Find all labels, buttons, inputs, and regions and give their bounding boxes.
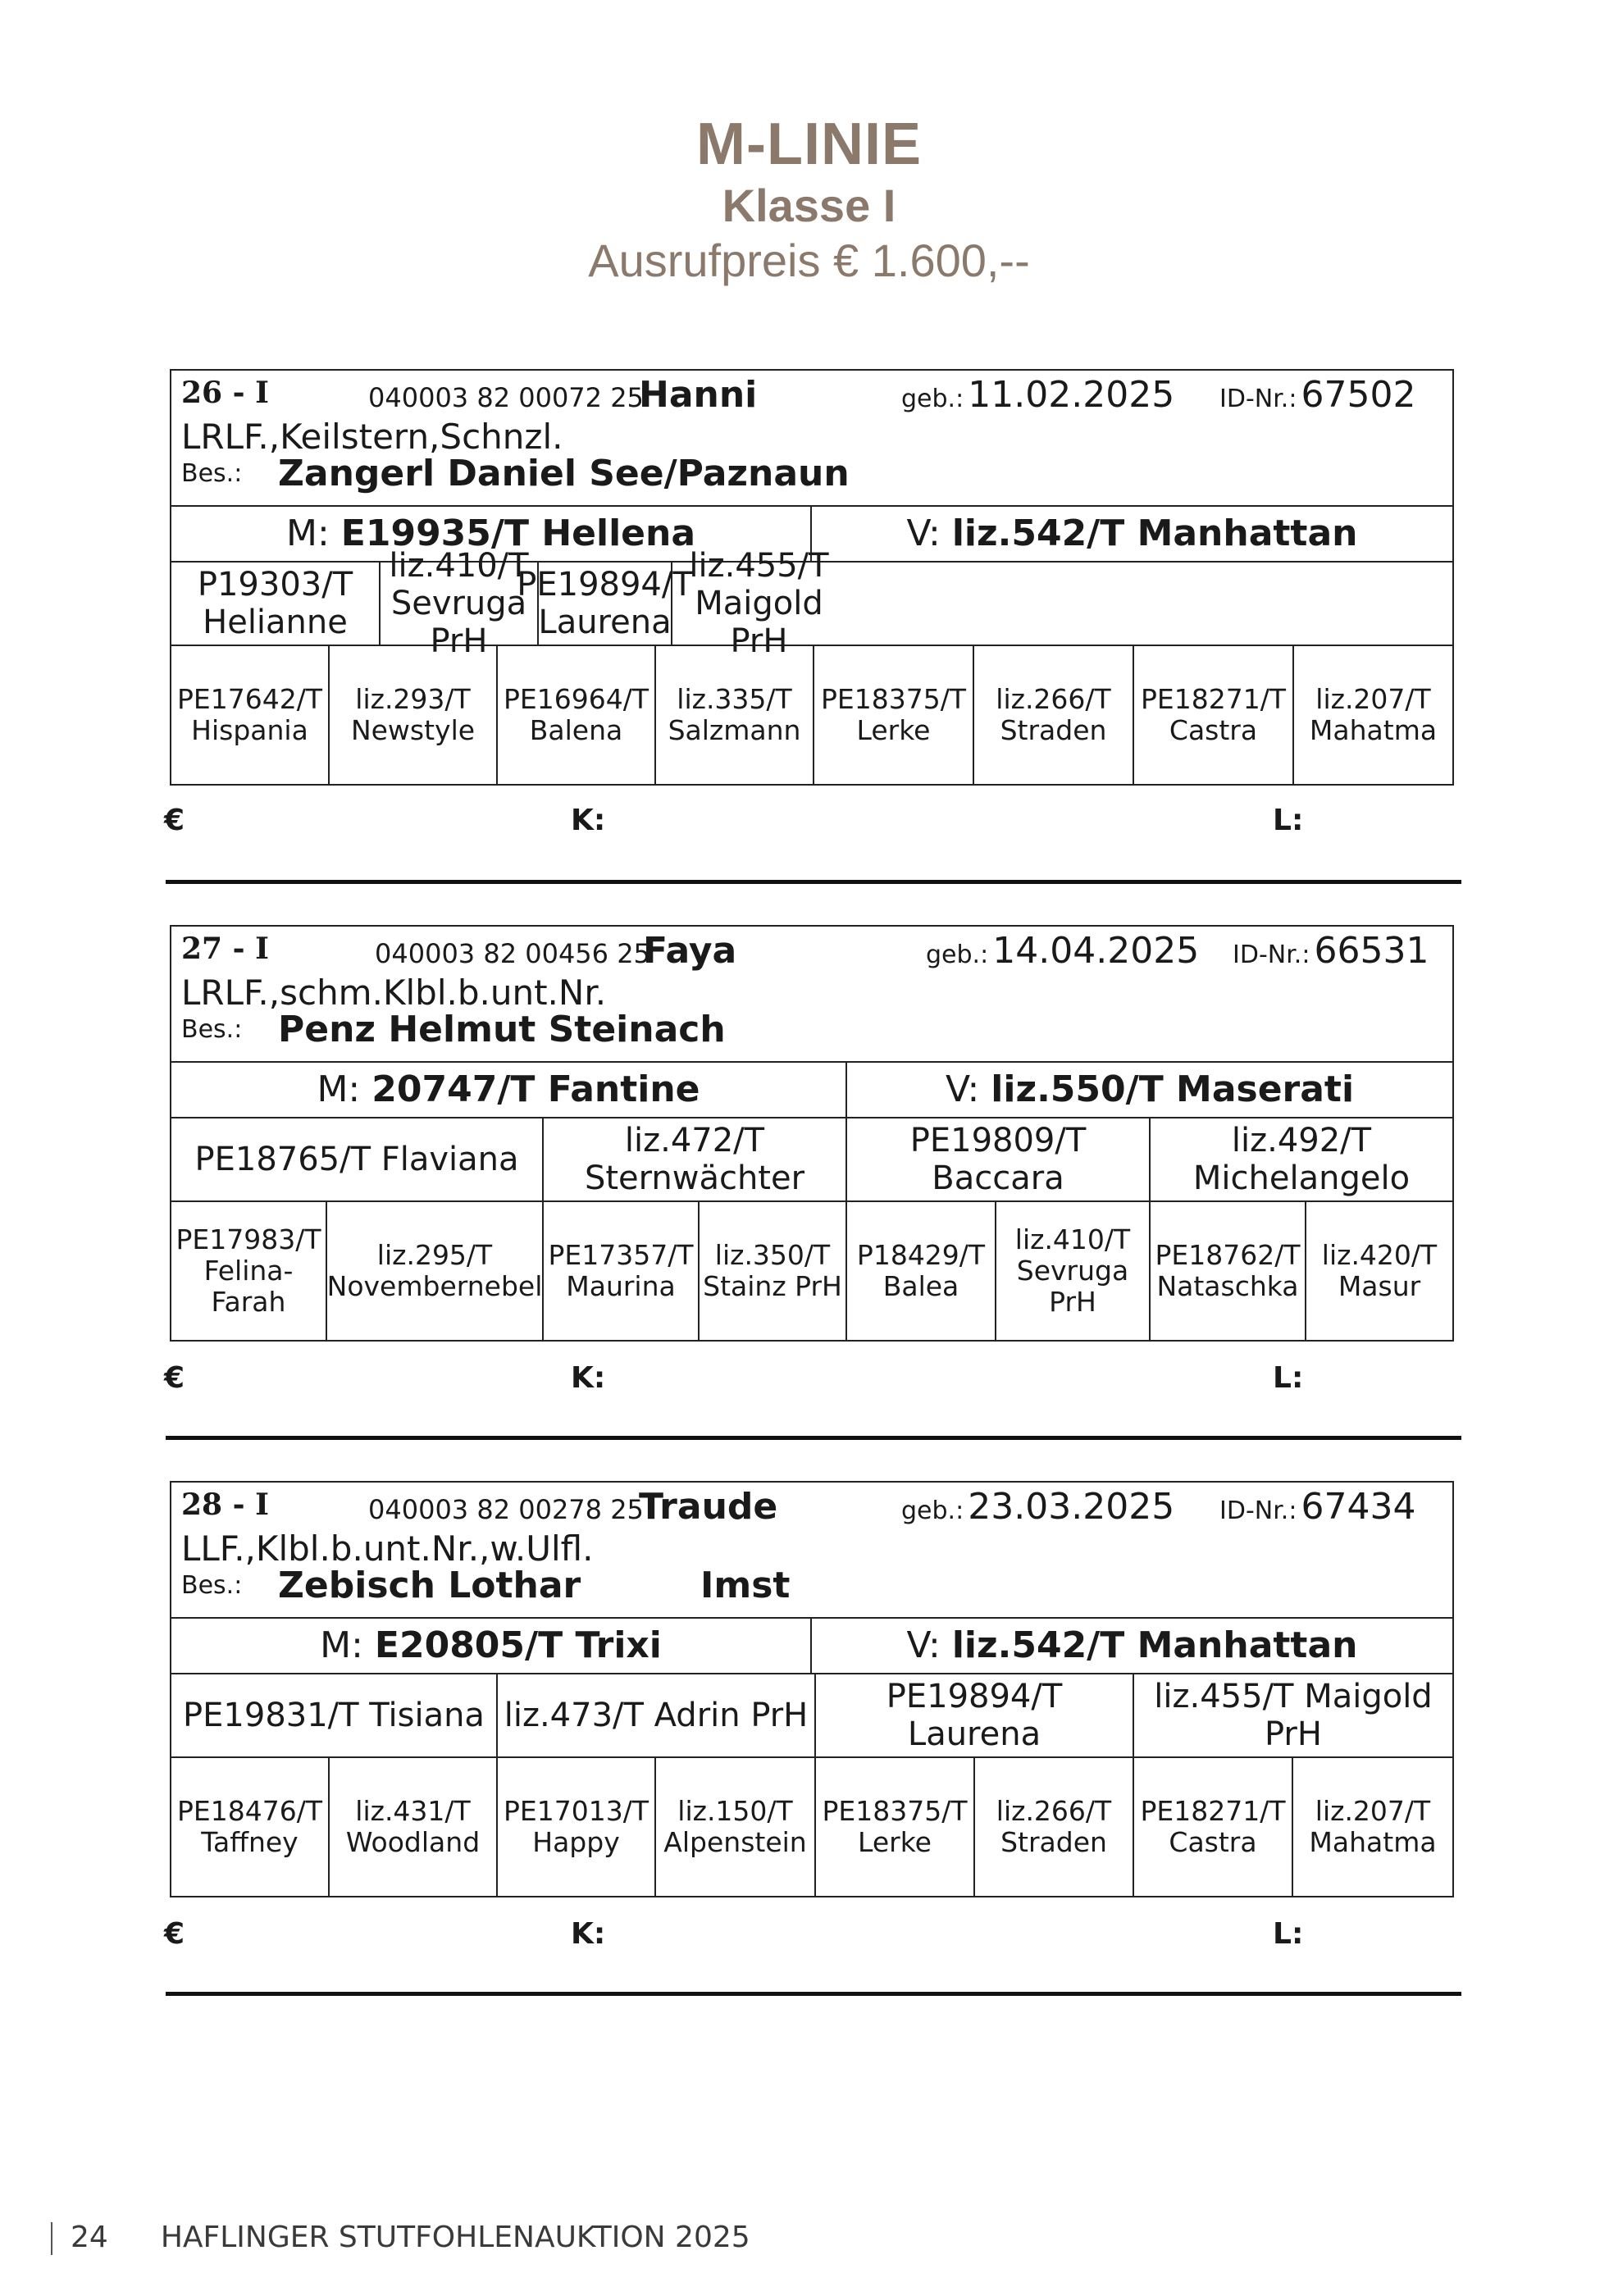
buyer-label: K: [571,804,606,837]
page-title: M-LINIE [696,112,922,177]
page-footer [51,2221,750,2255]
grandparent-cell: PE19894/T Laurena [539,563,672,645]
horse-name: Faya [643,930,737,972]
lot-number: 27 - I [181,932,269,966]
footer-bar [51,2222,52,2255]
great-grandparent-cell: PE17642/T Hispania [171,646,330,784]
father-cell [812,507,1452,561]
owner-label: Bes.: [181,1571,243,1600]
registration-number: 040003 82 00072 25 [368,382,644,413]
great-grandparent-cell: PE18762/T Nataschka [1151,1202,1306,1340]
father-name: liz.542/T Manhattan [951,1624,1358,1666]
father-cell [847,1063,1452,1117]
owner-label: Bes.: [181,459,243,488]
birth-date-value: 14.04.2025 [992,930,1200,972]
location-label: L: [1273,1361,1304,1395]
grandparent-cell: liz.492/T Michelangelo [1192,1122,1411,1197]
lot-card [170,369,1454,786]
father-label: V: [906,1624,941,1666]
great-grandparent-cell: liz.350/T Stainz PrH [700,1202,847,1340]
id-number-value: 67502 [1301,374,1416,416]
great-grandparent-cell: PE18271/T Castra [1134,646,1294,784]
markings-description: LLF.,Klbl.b.unt.Nr.,w.Ulfl. [181,1528,594,1569]
mother-cell [171,1063,847,1117]
buyer-label: K: [571,1917,606,1951]
owner-name: Zebisch Lothar [278,1565,581,1606]
publication-title: HAFLINGER STUTFOHLENAUKTION 2025 [160,2221,750,2254]
birth-date-value: 11.02.2025 [968,374,1175,416]
starting-price: Ausrufpreis € 1.600,-- [588,235,1030,286]
grandparent-cell: liz.455/T Maigold PrH [1154,1678,1433,1753]
great-grandparent-cell: PE18271/T Castra [1134,1758,1293,1896]
class-heading: Klasse I [722,180,896,231]
location-label: L: [1273,804,1304,837]
father-label: V: [906,512,941,554]
birth-date-label: geb.: [926,941,989,969]
owner-label: Bes.: [181,1015,243,1044]
mother-name: 20747/T Fantine [371,1068,700,1110]
owner-name: Penz Helmut Steinach [278,1009,726,1050]
parents-row [171,1619,1452,1674]
location-label: L: [1273,1917,1304,1951]
id-number [1219,374,1416,416]
id-number-label: ID-Nr.: [1219,1496,1297,1525]
grandparents-row [171,547,1452,660]
father-label: V: [945,1068,980,1110]
great-grandparent-cell: PE17983/T Felina-Farah [171,1202,327,1340]
mother-label: M: [320,1624,363,1666]
father-name: liz.550/T Maserati [991,1068,1355,1110]
euro-label: € [164,804,185,837]
great-grandparents-row [171,1758,1452,1896]
parents-row [171,1063,1452,1118]
grandparent-cell: P19303/T Helianne [171,563,381,645]
great-grandparent-cell: PE18476/T Taffney [171,1758,330,1896]
id-number-label: ID-Nr.: [1233,941,1310,969]
great-grandparents-row [171,1202,1452,1340]
great-grandparent-cell: PE18375/T Lerke [816,1758,975,1896]
great-grandparents-row [171,646,1452,784]
great-grandparent-cell: liz.295/T Novembernebel [327,1202,544,1340]
grandparents-row [171,1118,1452,1202]
euro-label: € [164,1361,185,1395]
lot-header [171,927,1452,1063]
grandparents-row [171,1674,1452,1758]
grandparent-cell: liz.410/T Sevruga PrH [381,563,539,645]
great-grandparent-cell: liz.266/T Straden [975,1758,1134,1896]
divider [166,1436,1461,1440]
father-cell [812,1619,1452,1673]
markings-description: LRLF.,Keilstern,Schnzl. [181,417,563,457]
birth-date-label: geb.: [901,1496,964,1525]
birth-date [901,1486,1174,1528]
id-number-value: 66531 [1314,930,1429,972]
markings-description: LRLF.,schm.Klbl.b.unt.Nr. [181,973,607,1013]
great-grandparent-cell: liz.293/T Newstyle [330,646,498,784]
birth-date [926,930,1199,972]
grandparent-cell: PE18765/T Flaviana [171,1118,544,1200]
great-grandparent-cell: liz.431/T Woodland [330,1758,498,1896]
grandparent-cell: liz.472/T Sternwächter [544,1118,847,1200]
mother-name: E20805/T Trixi [374,1624,662,1666]
great-grandparent-cell: PE17357/T Maurina [544,1202,700,1340]
id-number-label: ID-Nr.: [1219,385,1297,413]
registration-number: 040003 82 00456 25 [375,938,650,969]
great-grandparent-cell: P18429/T Balea [847,1202,996,1340]
lot-number: 26 - I [181,376,269,410]
lot-card [170,1481,1454,1897]
horse-name: Hanni [639,374,758,416]
great-grandparent-cell: liz.150/T Alpenstein [656,1758,816,1896]
great-grandparent-cell: liz.420/T Masur [1321,1239,1438,1302]
great-grandparent-cell: liz.207/T Mahatma [1309,1795,1437,1858]
buyer-label: K: [571,1361,606,1395]
id-number [1219,1486,1416,1528]
great-grandparent-cell: liz.266/T Straden [974,646,1134,784]
lot-header [171,371,1452,507]
lot-header [171,1483,1452,1619]
owner-name: Zangerl Daniel See/Paznaun [278,453,850,494]
grandparent-cell: PE19831/T Tisiana [171,1674,498,1756]
grandparent-cell: liz.473/T Adrin PrH [498,1674,816,1756]
page-number: 24 [71,2221,108,2254]
grandparent-cell: PE19894/T Laurena [816,1674,1134,1756]
grandparent-cell: liz.455/T Maigold PrH [689,547,829,660]
great-grandparent-cell: PE17013/T Happy [498,1758,656,1896]
divider [166,1992,1461,1996]
horse-name: Traude [639,1486,778,1528]
mother-name: E19935/T Hellena [340,512,696,554]
father-name: liz.542/T Manhattan [951,512,1358,554]
birth-date [901,374,1174,416]
registration-number: 040003 82 00278 25 [368,1494,644,1525]
great-grandparent-cell: PE18375/T Lerke [814,646,974,784]
divider [166,880,1461,884]
id-number-value: 67434 [1301,1486,1416,1528]
great-grandparent-cell: liz.335/T Salzmann [656,646,814,784]
grandparent-cell: PE19809/T Baccara [847,1118,1151,1200]
owner-place: Imst [700,1565,791,1606]
birth-date-value: 23.03.2025 [968,1486,1175,1528]
lot-card [170,925,1454,1342]
id-number [1233,930,1429,972]
great-grandparent-cell: liz.207/T Mahatma [1309,683,1438,746]
euro-label: € [164,1917,185,1951]
mother-label: M: [317,1068,361,1110]
mother-cell [171,1619,812,1673]
lot-number: 28 - I [181,1487,269,1522]
great-grandparent-cell: liz.410/T Sevruga PrH [996,1202,1151,1340]
great-grandparent-cell: PE16964/T Balena [498,646,656,784]
birth-date-label: geb.: [901,385,964,413]
mother-label: M: [285,512,330,554]
